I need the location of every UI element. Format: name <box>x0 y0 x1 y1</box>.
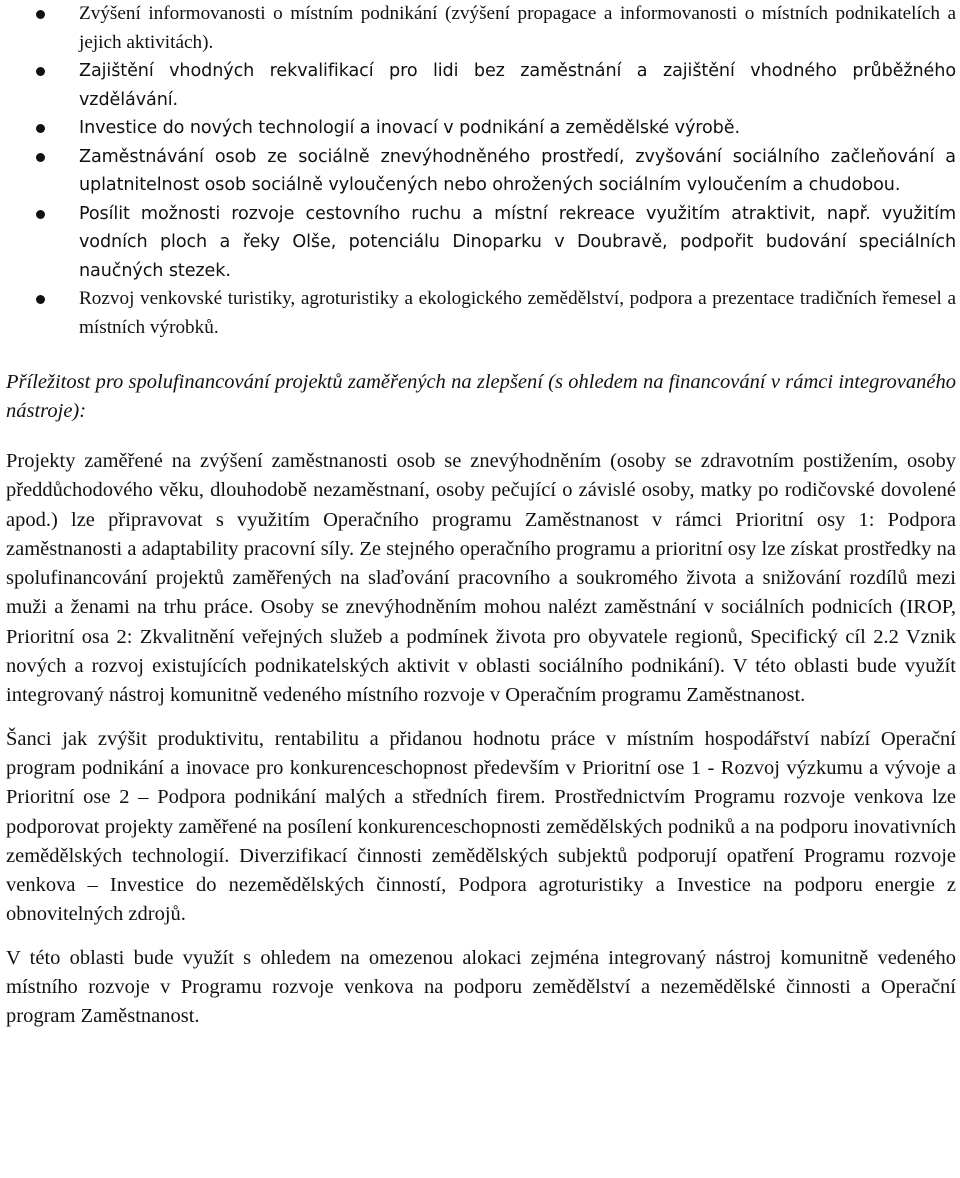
list-item <box>6 143 956 200</box>
list-item-text: Zvýšení informovanosti o místním podnikání (zvýšení propagace a informovanosti o místních podnikatelích a jejich aktivitách). <box>79 3 956 53</box>
list-item-text: Rozvoj venkovské turistiky, agroturistiky a ekologického zemědělství, podpora a prezentace tradičních řemesel a místních výrobků. <box>79 288 956 338</box>
list-item <box>6 114 956 143</box>
list-item <box>6 57 956 114</box>
bullet-icon <box>36 295 45 304</box>
section-heading: Příležitost pro spolufinancování projektů zaměřených na zlepšení (s ohledem na financování v rámci integrovaného nástroje): <box>6 371 956 422</box>
list-item-text: Posílit možnosti rozvoje cestovního ruchu a místní rekreace využitím atraktivit, např. využitím vodních ploch a řeky Olše, potenciálu Dinoparku v Doubravě, podpořit budování speciálních naučných stezek. <box>79 203 956 281</box>
list-item <box>6 285 956 342</box>
bullet-icon <box>36 210 45 219</box>
bullet-list <box>6 0 956 342</box>
paragraph-employment: Projekty zaměřené na zvýšení zaměstnanosti osob se znevýhodněním (osoby se zdravotním postižením, osoby předdůchodového věku, dlouhodobě nezaměstnaní, osoby pečující o závislé osoby, matky po rodičovské dovolené apod.) lze připravovat s využitím Operačního programu Zaměstnanost v rámci Prioritní osy 1: Podpora zaměstnanosti a adaptability pracovní síly. Ze stejného operačního programu a prioritní osy lze získat prostředky na spolufinancování projektů zaměřených na slaďování pracovního a soukromého života a snižování rozdílů mezi muži a ženami na trhu práce. Osoby se znevýhodněním mohou nalézt zaměstnání v sociálních podnicích (IROP, Prioritní osa 2: Zkvalitnění veřejných služeb a podmínek života pro obyvatele regionů, Specifický cíl 2.2 Vznik nových a rozvoj existujících podnikatelských aktivit v oblasti sociálního podnikání). V této oblasti bude využít integrovaný nástroj komunitně vedeného místního rozvoje v Operačním programu Zaměstnanost. <box>6 450 956 707</box>
list-item-text: Zajištění vhodných rekvalifikací pro lidi bez zaměstnání a zajištění vhodného průběžného vzdělávání. <box>79 61 956 110</box>
list-item-text: Investice do nových technologií a inovací v podnikání a zemědělské výrobě. <box>79 118 740 138</box>
list-item <box>6 0 956 57</box>
bullet-icon <box>36 124 45 133</box>
list-item <box>6 200 956 286</box>
bullet-icon <box>36 67 45 76</box>
paragraph-productivity: Šanci jak zvýšit produktivitu, rentabilitu a přidanou hodnotu práce v místním hospodářství nabízí Operační program podnikání a inovace pro konkurenceschopnost především v Prioritní ose 1 - Rozvoj výzkumu a vývoje a Prioritní ose 2 – Podpora podnikání malých a středních firem. Prostřednictvím Programu rozvoje venkova lze podporovat projekty zaměřené na posílení konkurenceschopnosti zemědělských podniků a na podporu inovativních zemědělských technologií. Diverzifikací činnosti zemědělských subjektů podporují opatření Programu rozvoje venkova – Investice do nezemědělských činností, Podpora agroturistiky a Investice na podporu energie z obnovitelných zdrojů. <box>6 727 956 926</box>
bullet-icon <box>36 10 45 19</box>
bullet-icon <box>36 153 45 162</box>
document-page <box>6 0 956 1032</box>
list-item-text: Zaměstnávání osob ze sociálně znevýhodněného prostředí, zvyšování sociálního začleňování a uplatnitelnost osob sociálně vyloučených nebo ohrožených sociálním vyloučením a chudobou. <box>79 146 956 195</box>
paragraph-allocation: V této oblasti bude využít s ohledem na omezenou alokaci zejména integrovaný nástroj komunitně vedeného místního rozvoje v Programu rozvoje venkova na podporu zemědělství a nezemědělské činnosti a Operační program Zaměstnanost. <box>6 946 956 1028</box>
